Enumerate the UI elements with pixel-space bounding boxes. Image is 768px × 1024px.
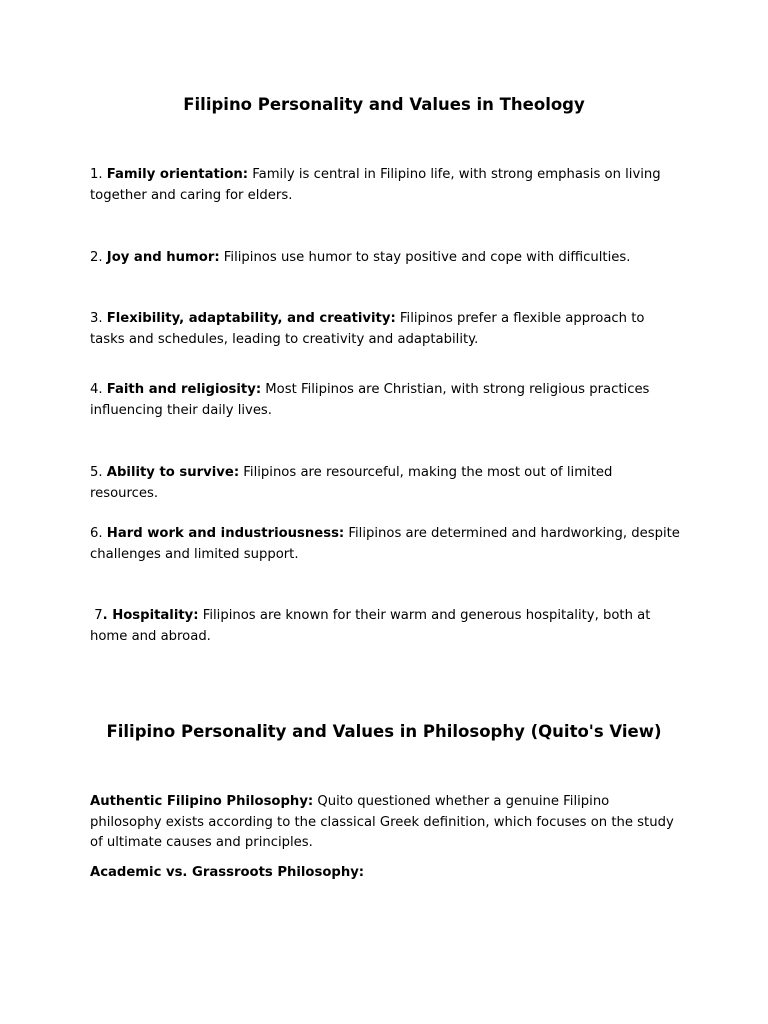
item-number: 3. [90,311,107,326]
theology-heading: Filipino Personality and Values in Theology [183,95,585,114]
theology-item-7 [90,606,680,647]
philosophy-heading: Filipino Personality and Values in Philosophy (Quito's View) [106,722,662,741]
item-number: 6. [90,526,107,541]
item-number: 2. [90,250,107,265]
item-text: Filipinos use humor to stay positive and cope with difficulties. [219,250,631,265]
theology-item-4 [90,380,680,421]
item-text: Most Filipinos are Christian, with strong religious practices influencing their daily lives. [90,382,650,418]
item-number: 5. [90,465,107,480]
item-text: Family is central in Filipino life, with strong emphasis on living together and caring for elders. [90,167,661,203]
paragraph-text: Quito questioned whether a genuine Filipino philosophy exists according to the classical Greek definition, which focuses on the study of ultimate causes and principles. [90,794,674,850]
item-term: Faith and religiosity: [106,382,262,397]
item-term: Hard work and industriousness: [106,526,345,541]
item-number: 1. [90,167,107,182]
item-term: Ability to survive: [106,465,240,480]
theology-item-2 [90,248,680,269]
item-term: . Hospitality: [102,608,199,623]
item-text: Filipinos prefer a flexible approach to tasks and schedules, leading to creativity and adaptability. [90,311,645,347]
item-term: Family orientation: [106,167,249,182]
item-term: Joy and humor: [106,250,220,265]
philosophy-paragraph-1 [90,792,680,854]
item-number: 7 [90,608,103,623]
item-number: 4. [90,382,107,397]
paragraph-term: Authentic Filipino Philosophy: [90,794,314,809]
theology-item-1 [90,165,680,206]
item-text: Filipinos are resourceful, making the most out of limited resources. [90,465,613,501]
item-term: Flexibility, adaptability, and creativity: [106,311,396,326]
philosophy-paragraph-2 [90,863,680,884]
theology-item-6 [90,524,680,565]
theology-item-3 [90,309,680,350]
theology-item-5 [90,463,680,504]
item-text: Filipinos are determined and hardworking, despite challenges and limited support. [90,526,680,562]
item-text: Filipinos are known for their warm and generous hospitality, both at home and abroad. [90,608,651,644]
paragraph-term: Academic vs. Grassroots Philosophy: [90,865,365,880]
